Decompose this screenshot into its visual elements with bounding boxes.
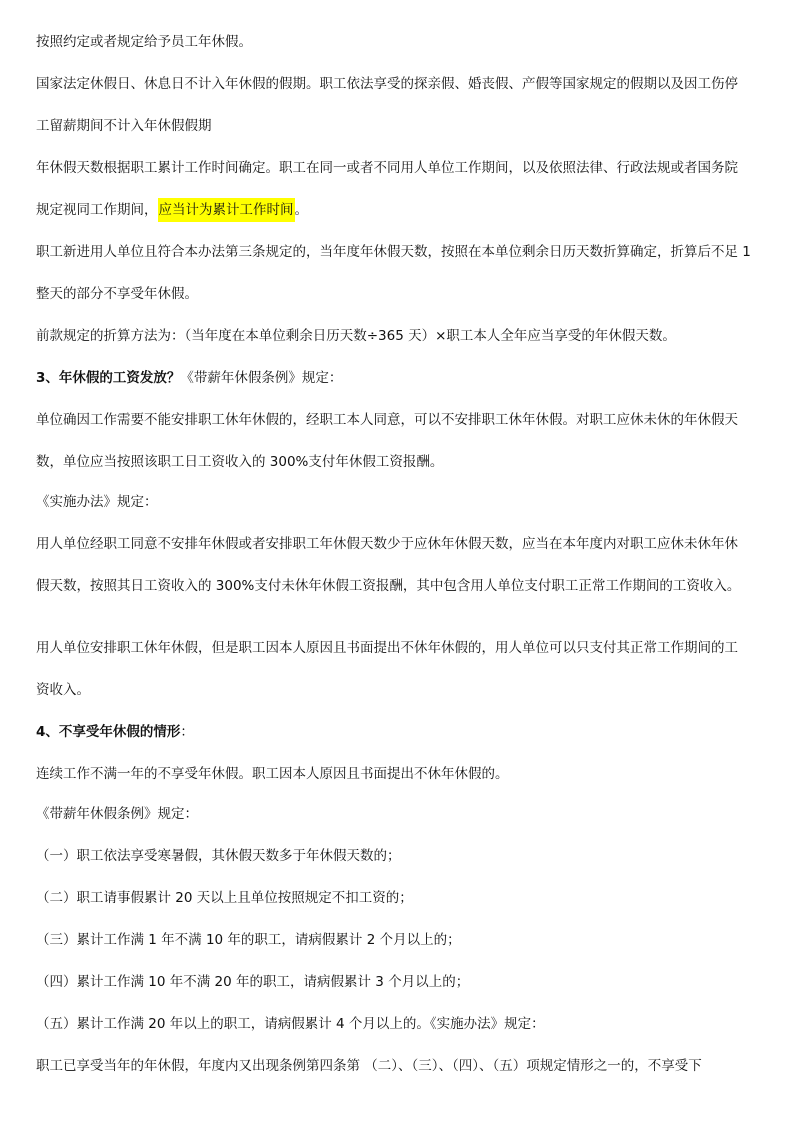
paragraph-line: 《实施办法》规定： xyxy=(36,494,158,510)
section-heading xyxy=(36,722,194,742)
text-run: 规定视同工作期间， xyxy=(36,202,158,218)
list-item: （一）职工依法享受寒暑假，其休假天数多于年休假天数的； xyxy=(36,848,401,864)
heading-text: 4、不享受年休假的情形 xyxy=(36,724,181,740)
heading-suffix: 《带薪年休假条例》规定： xyxy=(180,370,343,386)
paragraph-line: 用人单位经职工同意不安排年休假或者安排职工年休假天数少于应休年休假天数，应当在本年度内对职工应休未休年休 xyxy=(36,536,738,552)
paragraph-line: 单位确因工作需要不能安排职工休年休假的，经职工本人同意，可以不安排职工休年休假。对职工应休未休的年休假天 xyxy=(36,412,738,428)
paragraph-line: 年休假天数根据职工累计工作时间确定。职工在同一或者不同用人单位工作期间，以及依照法律、行政法规或者国务院 xyxy=(36,160,738,176)
paragraph-line: 整天的部分不享受年休假。 xyxy=(36,286,198,302)
highlighted-text: 应当计为累计工作时间 xyxy=(158,198,295,222)
paragraph-line: 职工已享受当年的年休假，年度内又出现条例第四条第 （二）、（三）、（四）、（五）项规定情形之一的，不享受下 xyxy=(36,1058,702,1074)
paragraph-line: 用人单位安排职工休年休假，但是职工因本人原因且书面提出不休年休假的，用人单位可以只支付其正常工作期间的工 xyxy=(36,640,738,656)
paragraph-line: 按照约定或者规定给予员工年休假。 xyxy=(36,34,252,50)
paragraph-line: 前款规定的折算方法为：（当年度在本单位剩余日历天数÷365 天）×职工本人全年应当享受的年休假天数。 xyxy=(36,328,676,344)
paragraph-line: 《带薪年休假条例》规定： xyxy=(36,806,198,822)
section-heading xyxy=(36,368,342,388)
list-item: （四）累计工作满 10 年不满 20 年的职工，请病假累计 3 个月以上的； xyxy=(36,974,470,990)
paragraph-line: 数，单位应当按照该职工日工资收入的 300%支付年休假工资报酬。 xyxy=(36,454,444,470)
text-run: 。 xyxy=(294,202,308,218)
paragraph-line: 假天数，按照其日工资收入的 300%支付未休年休假工资报酬，其中包含用人单位支付职工正常工作期间的工资收入。 xyxy=(36,578,741,594)
paragraph-line: 工留薪期间不计入年休假假期 xyxy=(36,118,212,134)
list-item: （五）累计工作满 20 年以上的职工，请病假累计 4 个月以上的。《实施办法》规定： xyxy=(36,1016,545,1032)
paragraph-line: 资收入。 xyxy=(36,682,90,698)
list-item: （二）职工请事假累计 20 天以上且单位按照规定不扣工资的； xyxy=(36,890,413,906)
paragraph-line: 职工新进用人单位且符合本办法第三条规定的，当年度年休假天数，按照在本单位剩余日历天数折算确定，折算后不足 1 xyxy=(36,244,751,260)
heading-suffix: ： xyxy=(180,724,194,740)
paragraph-line: 连续工作不满一年的不享受年休假。职工因本人原因且书面提出不休年休假的。 xyxy=(36,766,509,782)
paragraph-line xyxy=(36,200,308,220)
paragraph-line: 国家法定休假日、休息日不计入年休假的假期。职工依法享受的探亲假、婚丧假、产假等国家规定的假期以及因工伤停 xyxy=(36,76,738,92)
list-item: （三）累计工作满 1 年不满 10 年的职工，请病假累计 2 个月以上的； xyxy=(36,932,461,948)
heading-text: 3、年休假的工资发放？ xyxy=(36,370,181,386)
